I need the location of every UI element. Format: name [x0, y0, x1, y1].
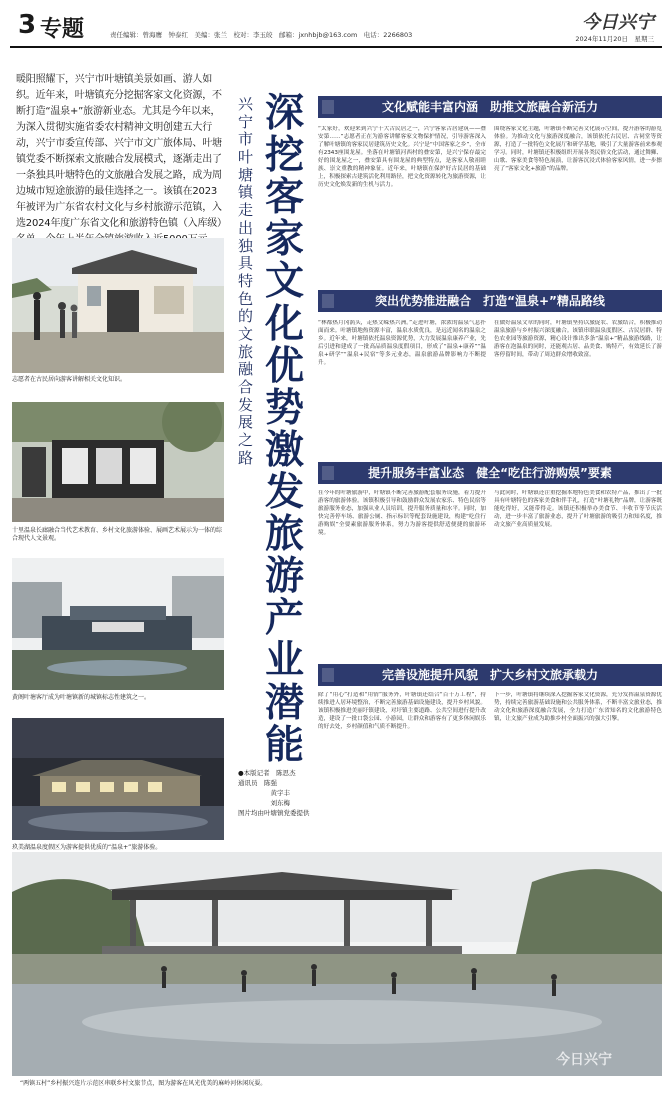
editor-meta: 责任编辑：曾海鹰 钟泰红 美编：张兰 校对：李玉皎 邮箱：jxnhbjb@163.com 电话：2266803: [110, 31, 413, 39]
section-text: “林都热月冈涡头，走热文嵘热兴洲。”走进叶塘，浓浓的温泉气息扑面而来。叶塘镇地热资源丰富，温泉水质优良，是远近闻名的温泉之乡。近年来，叶塘镇依托温泉资源优势，大力发展温泉康养产业，先后引进和建成了一批高品质温泉度假项目，形成了“温泉+康养”“温泉+研学”“温泉+民宿”等多元业态，温泉旅游品牌影响力不断提升。: [318, 320, 486, 366]
photo-caption: 志愿者在古民居向游客讲解相关文化知识。: [12, 376, 127, 383]
section-heading: 文化赋能丰富内涵 助推文旅融合新活力: [318, 96, 662, 118]
issue-date: 2024年11月20日 星期三: [575, 35, 654, 43]
photo-ancestral-hall: [12, 238, 224, 373]
section-text: 在做好温泉文章的同时，叶塘镇坚持以旅促农、农旅结合，积极推动温泉旅游与乡村振兴深度融合。该镇串联温泉度假区、古民居群、特色农业园等旅游资源，精心设计推出多条“温泉+”精品旅游线路，让游客在泡温泉的同时，还能观古居、品美食、购特产，有效延长了游客停留时间，带动了周边群众增收致富。: [494, 320, 662, 358]
photo-watermark: 今日兴宁: [556, 1052, 612, 1068]
byline-correspondent: 刘东梅: [238, 799, 290, 808]
section-text: “太家好，欢迎来到兴宁十大古民居之一，兴宁客家古居建筑——叠安第……”志愿者正在为游客讲解客家文物保护情况，引导游客深入了解叶塘镇的客家民居建筑历史文化。兴宁是“中国客家之乡”，全市有2343座围龙屋。坐落在叶塘镇河西村的叠安第，是兴宁保存最完好的围龙屋之一，叠安第具有围龙屋的典型特点，是客家人敬祖睦族、崇文重教的精神象征。近年来，叶塘镇在保护好古民居的基础上，积极探索古建筑活化利用路径，把文化资源转化为旅游资源，让历史文化焕发新的生机与活力。: [318, 126, 486, 188]
section-text: 在今年的叶塘旅游中，叶塘镇不断完善旅游配套服务设施，着力提升游客的旅游体验。该镇积极引导和鼓励群众发展农家乐、特色民宿等旅游服务业态，加强从业人员培训，提升服务质量和水平。同时，加快完善停车场、旅游公厕、指示标识等配套设施建设，构建“吃住行游购娱”全要素旅游服务体系，努力为游客提供舒适便捷的旅游环境。: [318, 490, 486, 536]
byline-correspondent: 通讯员 陈强: [238, 779, 277, 788]
photo-caption: 黄阁叶塘客厅成为叶塘镇新的城镇标志性建筑之一。: [12, 694, 151, 701]
photo-caption: 十里温泉长廊融合当代艺术教育、乡村文化旅游体验、展画艺术展示为一体的综合现代人文景观。: [12, 527, 223, 543]
section-text: 下一步，叶塘镇将继续深入挖掘客家文化资源，充分发挥温泉资源优势，持续完善旅游基础设施和公共服务体系，不断丰富文旅业态，推动文化和旅游深度融合发展，全力打造广东省知名的文化旅游特色镇，让文旅产业成为助推乡村全面振兴的强大引擎。: [494, 692, 662, 722]
photo-art-corridor: [12, 402, 224, 522]
newspaper-logo: 今日兴宁: [582, 12, 654, 33]
masthead: [10, 8, 662, 46]
section-text: 与此同时，叶塘镇还注重挖掘本地特色美食和农特产品，推出了一批具有叶塘特色的客家美食和伴手礼，打造“叶塘礼物”品牌，让游客既能吃得好，又能带得走。该镇还积极举办美食节、丰收节等节庆活动，进一步丰富了旅游业态，提升了叶塘旅游的吸引力和知名度，推动文旅产业高质量发展。: [494, 490, 662, 528]
section-heading: 突出优势推进融合 打造“温泉+”精品路线: [318, 290, 662, 312]
section-heading: 提升服务丰富业态 健全“吃住行游购娱”要素: [318, 462, 662, 484]
byline: [238, 768, 318, 818]
byline-reporter: ●本版记者 陈思杰: [238, 769, 296, 777]
headline: 深挖客家文化优势 激发旅游产业潜能: [265, 90, 344, 768]
page-number: 3: [18, 10, 37, 40]
byline-photo-credit: 图片均由叶塘镇党委提供: [238, 809, 310, 818]
headline-subtitle: 兴宁市叶塘镇走出独具特色的文旅融合发展之路: [238, 95, 254, 467]
photo-river-park: [12, 852, 662, 1076]
photo-town-landmark: [12, 558, 224, 690]
photo-hot-spring-resort: [12, 718, 224, 840]
byline-correspondent: 黄宇丰: [238, 789, 290, 798]
intro-paragraph: 暖阳照耀下，兴宁市叶塘镇美景如画、游人如织。近年来，叶塘镇充分挖掘客家文化资源，不断打造“温泉+”旅游新业态。尤其是今年以来，为深入贯彻实施省委农村精神文明创建五大行动，兴宁市委宣传部、兴宁市文广旅体局、叶塘镇党委不断探索文旅融合发展模式，逐渐走出了一条独具叶塘特色的文旅融合发展之路，成为周边城市短途旅游的最佳选择之一。该镇在2023年被评为广东省农村文化与乡村旅游示范镇，入选2024年度广东省文化和旅游特色镇（入库级）: [16, 74, 222, 229]
section-text: 除了“用心”打造和“用情”服务外，叶塘镇还结合“百千万工程”，持续推进人居环境整治，不断完善旅游基础设施建设，提升乡村风貌。该镇积极推进美丽圩镇建设，对圩镇主要道路、公共空间进行提升改造，建设了一批口袋公园、小游园，让群众和游客有了更多休闲娱乐的好去处，乡村颜值和气质不断提升。: [318, 692, 486, 730]
section-text: 围绕客家文化主题，叶塘镇不断完善文化展示空间，提升游客的游览体验。为推动文化与旅游深度融合，该镇依托古民居、古祠堂等资源，打造了一批特色文化展厅和研学基地，吸引了大量游客前来参观学习。同时，叶塘镇还积极组织开展各类民俗文化活动，通过舞狮、山歌、客家美食等特色展演，让游客沉浸式体验客家风情，进一步擦亮了“客家文化+旅游”的品牌。: [494, 126, 662, 172]
masthead-rule: [10, 46, 662, 48]
section-title: 专题: [40, 17, 85, 42]
photo-caption: 玖美湖温泉度假区为游客提供优质的“温泉+”旅游体验。: [12, 844, 162, 851]
bottom-photo-caption: “两镇五村”乡村振兴连片示范区串联乡村文旅节点，图为游客在风光优美的麻岭河休闲玩耍。: [20, 1080, 267, 1087]
section-heading: 完善设施提升风貌 扩大乡村文旅承载力: [318, 664, 662, 686]
